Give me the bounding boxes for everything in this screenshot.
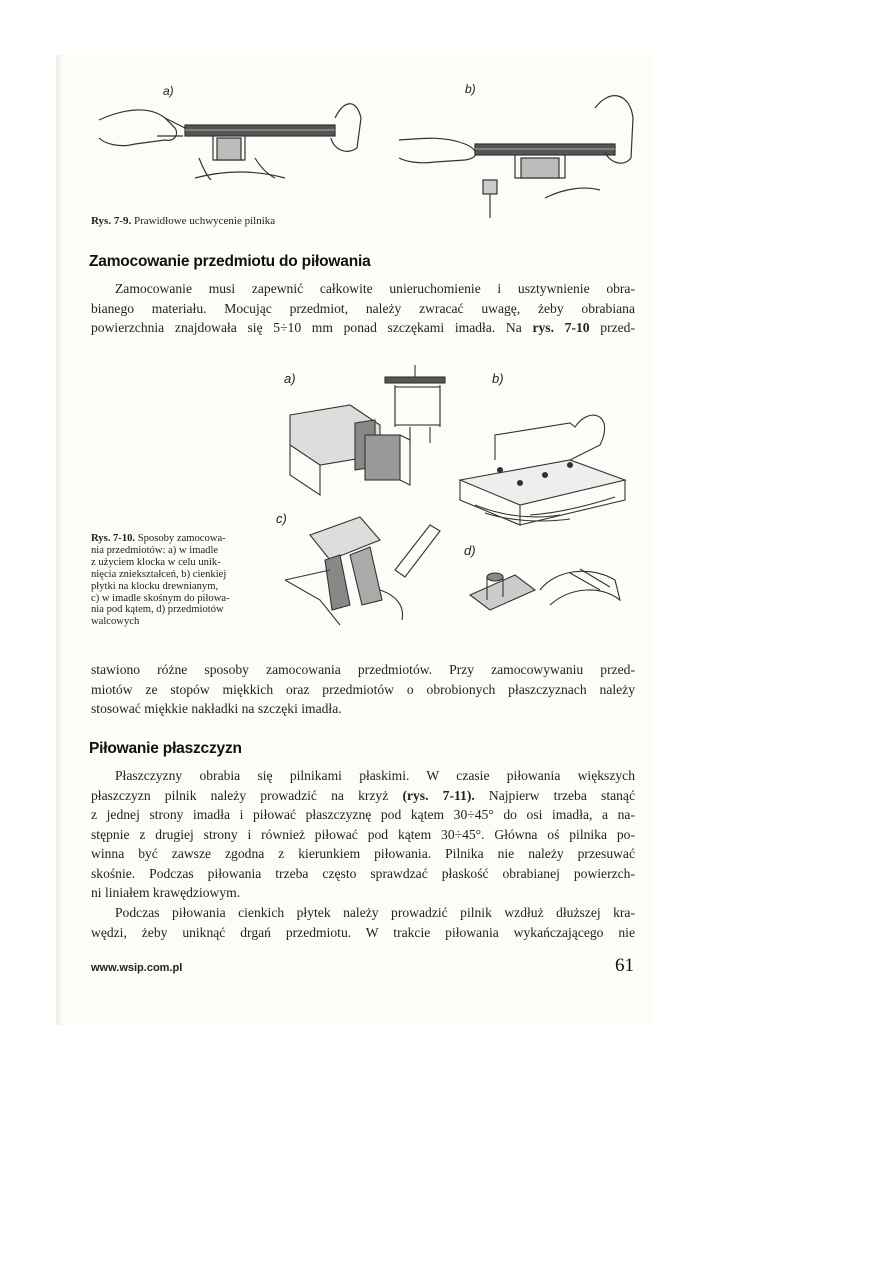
section-heading-mounting: Zamocowanie przedmiotu do piłowania: [89, 253, 371, 270]
figure-7-10-caption: [91, 533, 273, 628]
paragraph-thin-plates: [91, 903, 635, 942]
figure-7-9b-illustration: [395, 78, 645, 228]
figure-7-10-illustration: [270, 365, 650, 665]
text-line-with-ref: [91, 318, 635, 338]
text-line: miotów ze stopów miękkich oraz przedmiotów o obrobionych płaszczyznach należy: [91, 681, 635, 697]
section-heading-filing-planes: Piłowanie płaszczyzn: [89, 740, 242, 757]
figure-7-10c-label: c): [276, 511, 287, 526]
text-line: stawiono różne sposoby zamocowania przedmiotów. Przy zamocowywaniu przed-: [91, 662, 635, 677]
caption-line: walcowych: [91, 616, 140, 628]
text-line: stosować miękkie nakładki na szczęki imadła.: [91, 701, 342, 716]
text-line: wędzi, żeby uniknąć drgań przedmiotu. W trakcie piłowania wykańczającego nie: [91, 924, 635, 940]
text-line: bianego materiału. Mocując przedmiot, należy zwracać uwagę, żeby obrabiana: [91, 300, 635, 316]
paragraph-mounting: [91, 279, 635, 338]
text-segment: przed-: [600, 320, 635, 335]
page-number: 61: [615, 955, 634, 976]
text-segment: powierzchnia znajdowała się 5÷10 mm ponad szczękami imadła. Na: [91, 320, 522, 335]
caption-line: z użyciem klocka w celu unik-: [91, 556, 221, 568]
file-grip-b-drawing: [395, 78, 645, 228]
text-line: Podczas piłowania cienkich płytek należy prowadzić pilnik wzdłuż dłuższej kra-: [115, 905, 635, 920]
figure-7-9b-label: b): [465, 82, 476, 96]
figure-7-9a-illustration: [95, 78, 365, 198]
text-line: skośnie. Podczas piłowania trzeba często sprawdzać płaskość obrabianej powierzch-: [91, 865, 635, 881]
caption-line: [91, 533, 273, 545]
figure-7-10b-label: b): [492, 371, 504, 386]
text-line: stępnie z drugiej strony i również piłować pod kątem 30÷45°. Główna oś pilnika po-: [91, 826, 635, 842]
figure-7-10d-label: d): [464, 543, 476, 558]
caption-line: nia przedmiotów: a) w imadle: [91, 544, 219, 556]
caption-number: Rys. 7-10.: [91, 533, 136, 544]
mounting-methods-drawing: [270, 365, 650, 665]
text-line: ni liniałem krawędziowym.: [91, 885, 241, 900]
caption-text: Sposoby zamocowa-: [137, 533, 226, 544]
text-line: winna być zawsze zgodna z kierunkiem piłowania. Pilnika nie należy przesuwać: [91, 846, 635, 861]
figure-reference: rys. 7-10: [532, 320, 590, 335]
text-line-with-ref: [91, 786, 635, 806]
figure-7-9a-label: a): [163, 84, 174, 98]
text-segment: płaszczyzn pilnik należy prowadzić na krzyż: [91, 787, 389, 803]
figure-7-9-caption: [91, 215, 275, 227]
caption-line: nięcia zniekształceń, b) cienkiej: [91, 568, 227, 580]
paragraph-mounting-continued: [91, 660, 635, 719]
paragraph-filing-planes: [91, 766, 635, 903]
text-line: z jednej strony imadła i piłować płaszczyznę pod kątem 30÷45° do osi imadła, a na-: [91, 807, 635, 822]
figure-reference: (rys. 7-11).: [402, 787, 475, 803]
caption-line: c) w imadle skośnym do piłowa-: [91, 592, 230, 604]
text-line: Płaszczyzny obrabia się pilnikami płaskimi. W czasie piłowania większych: [115, 768, 635, 783]
caption-text: Prawidłowe uchwycenie pilnika: [134, 215, 276, 227]
caption-number: Rys. 7-9.: [91, 215, 132, 227]
publisher-url: www.wsip.com.pl: [91, 962, 183, 974]
caption-line: płytki na klocku drewnianym,: [91, 580, 219, 592]
caption-line: nia pod kątem, d) przedmiotów: [91, 604, 224, 616]
page-gutter-shadow: [56, 55, 62, 1025]
figure-7-10a-label: a): [284, 371, 296, 386]
text-line: Zamocowanie musi zapewnić całkowite unieruchomienie i usztywnienie obra-: [115, 281, 635, 296]
file-grip-a-drawing: [95, 78, 365, 198]
text-segment: Najpierw trzeba stanąć: [488, 787, 635, 803]
